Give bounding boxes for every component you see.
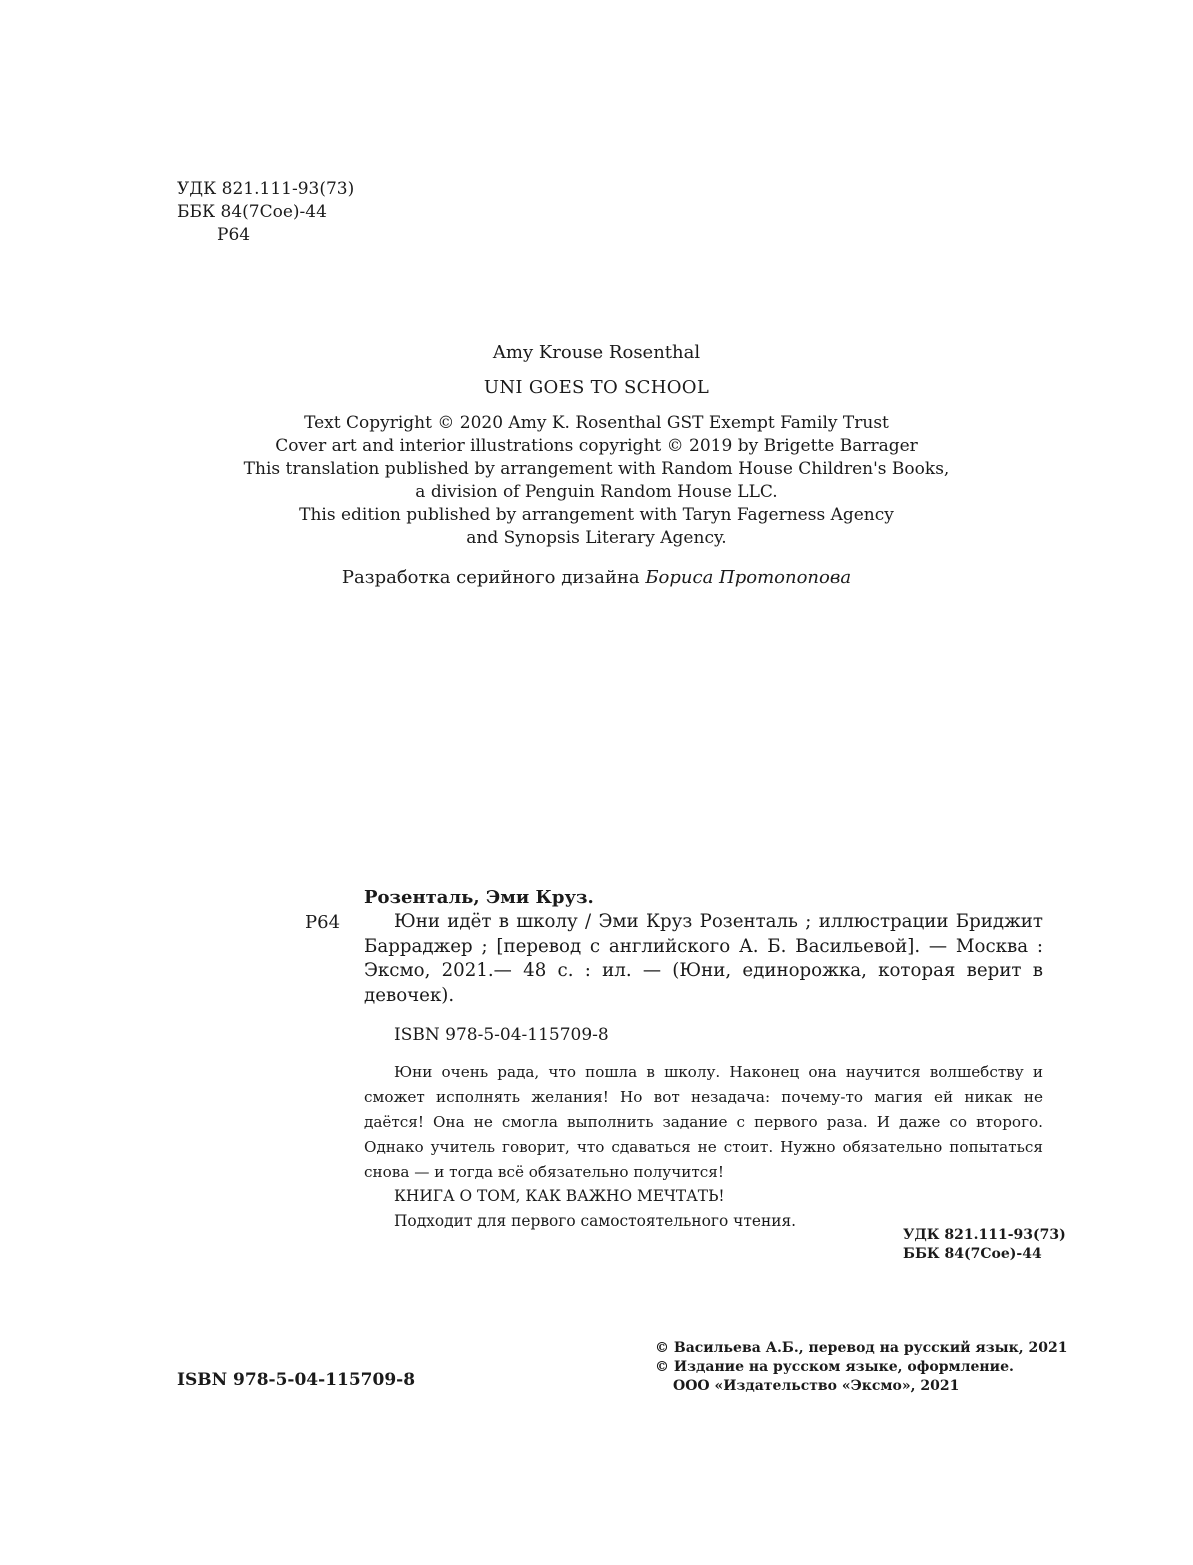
bib-annotation: Юни очень рада, что пошла в школу. Наконец она научится волшебству и сможет исполнять желания! Но вот незадача: почему-то магия ей никак не даётся! Она не смогла выполнить задание с первого раза. И даже со второго. Однако учитель говорит, что сдаваться не стоит. Нужно обязательно попытаться снова — и тогда всё обязательно получится!: [364, 1063, 1043, 1181]
rights-line: This translation published by arrangement with Random House Children's Books,: [243, 459, 950, 479]
bib-author-heading: Розенталь, Эми Круз.: [364, 887, 594, 908]
rights-line: a division of Penguin Random House LLC.: [415, 482, 778, 502]
rights-line: Text Copyright © 2020 Amy K. Rosenthal GST Exempt Family Trust: [304, 413, 889, 433]
rights-line: This edition published by arrangement with Taryn Fagerness Agency: [299, 505, 894, 525]
rights-block: [0, 412, 1193, 550]
bib-isbn: ISBN 978-5-04-115709-8: [394, 1025, 609, 1045]
original-author: Amy Krouse Rosenthal: [492, 342, 701, 363]
copyright-translation: © Васильева А.Б., перевод на русский язык, 2021: [655, 1340, 1068, 1356]
author-mark-top: Р64: [217, 225, 251, 245]
rights-line: Cover art and interior illustrations copyright © 2019 by Brigette Barrager: [275, 436, 918, 456]
original-title: UNI GOES TO SCHOOL: [483, 377, 710, 398]
bib-author-mark: Р64: [305, 912, 341, 933]
series-design-credit: [0, 567, 1193, 588]
rights-line: and Synopsis Literary Agency.: [466, 528, 727, 548]
udk-top: УДК 821.111-93(73): [177, 179, 355, 199]
bib-reading-level: Подходит для первого самостоятельного чтения.: [394, 1212, 797, 1230]
bib-udk: УДК 821.111-93(73): [903, 1227, 1066, 1243]
bib-description: Юни идёт в школу / Эми Круз Розенталь ; иллюстрации Бриджит Барраджер ; [перевод с английского А. Б. Васильевой]. — Москва : Эксмо, 2021.— 48 с. : ил. — (Юни, единорожка, которая верит в девочек).: [364, 911, 1043, 1006]
series-design-label: Разработка серийного дизайна: [341, 567, 640, 588]
bib-bbk: ББК 84(7Сое)-44: [903, 1246, 1042, 1262]
bib-slogan: КНИГА О ТОМ, КАК ВАЖНО МЕЧТАТЬ!: [394, 1187, 725, 1205]
copyright-edition: © Издание на русском языке, оформление.: [655, 1359, 1014, 1375]
bbk-top: ББК 84(7Сое)-44: [177, 202, 327, 222]
isbn-footer: ISBN 978-5-04-115709-8: [177, 1370, 416, 1390]
copyright-publisher: ООО «Издательство «Эксмо», 2021: [673, 1378, 960, 1394]
series-designer: Бориса Протопопова: [645, 567, 852, 588]
